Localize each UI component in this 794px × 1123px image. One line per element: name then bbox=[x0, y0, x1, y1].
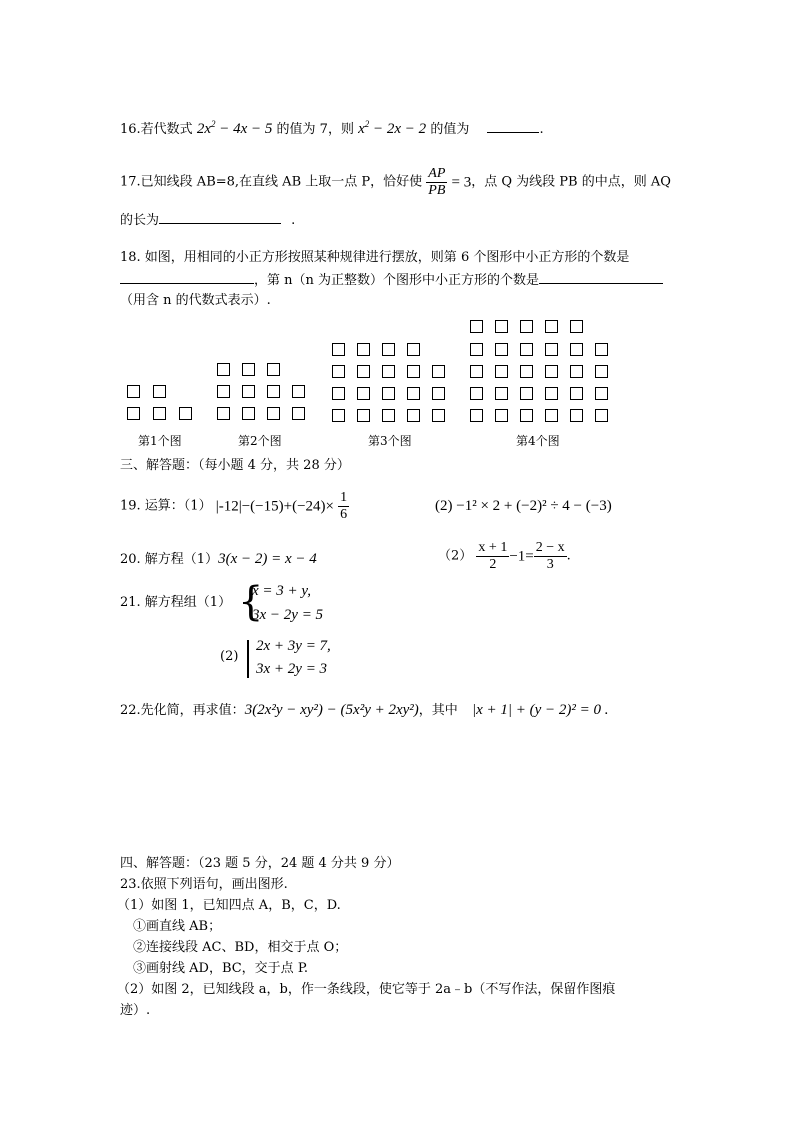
square bbox=[495, 365, 508, 378]
q21-sys1-eq2: 3x − 2y = 5 bbox=[252, 607, 324, 623]
square bbox=[432, 387, 445, 400]
square bbox=[382, 387, 395, 400]
square bbox=[520, 320, 533, 333]
square bbox=[495, 320, 508, 333]
square bbox=[332, 343, 345, 356]
q23-step1: ①画直线 AB； bbox=[133, 919, 222, 934]
square bbox=[217, 407, 230, 420]
square bbox=[357, 387, 370, 400]
square bbox=[570, 343, 583, 356]
q20-fraction-2: $\frac{2 - x}{3}$ bbox=[535, 540, 565, 572]
q21-label-2: (2) bbox=[220, 649, 239, 664]
q23-part2-line2: 迹）. bbox=[120, 1003, 151, 1018]
square bbox=[495, 387, 508, 400]
q21-sys1-eq1: x = 3 + y, bbox=[252, 583, 311, 599]
q17-line1: 17.已知线段 AB=8,在直线 AB 上取一点 P，恰好使 $\frac{AP}{PB}$ = 3，点 Q 为线段 PB 的中点，则 AQ bbox=[120, 166, 671, 198]
square bbox=[520, 365, 533, 378]
square bbox=[382, 343, 395, 356]
square bbox=[407, 387, 420, 400]
square bbox=[570, 387, 583, 400]
square bbox=[595, 343, 608, 356]
square bbox=[332, 409, 345, 422]
q21-brace-2 bbox=[247, 640, 249, 678]
square bbox=[217, 385, 230, 398]
q22: 22.先化简，再求值：3(2x²y − xy²) − (5x²y + 2xy²)，其中 |x + 1| + (y − 2)² = 0 . bbox=[120, 702, 609, 718]
square bbox=[520, 343, 533, 356]
q16: 16.若代数式 $2x^2 - 4x - 5$ 的值为 7，则 $x^2 - 2x - 2$ 的值为 . bbox=[120, 119, 544, 137]
q21-label: 21. 解方程组（1） bbox=[120, 595, 232, 610]
square bbox=[545, 387, 558, 400]
square bbox=[242, 363, 255, 376]
square bbox=[357, 343, 370, 356]
square bbox=[545, 320, 558, 333]
q19-part2: (2) −1² × 2 + (−2)² ÷ 4 − (−3) bbox=[435, 498, 612, 514]
square bbox=[595, 365, 608, 378]
square bbox=[570, 365, 583, 378]
q18-line1: 18. 如图，用相同的小正方形按照某种规律进行摆放，则第 6 个图形中小正方形的个数是 bbox=[120, 250, 630, 265]
q20-fraction-1: $\frac{x + 1}{2}$ bbox=[478, 540, 508, 572]
square bbox=[267, 385, 280, 398]
square bbox=[520, 387, 533, 400]
q19-fraction: $\frac{1}{6}$ bbox=[340, 490, 348, 522]
square bbox=[595, 387, 608, 400]
square bbox=[470, 387, 483, 400]
q17-fraction: $\frac{AP}{PB}$ bbox=[428, 166, 446, 198]
q21-sys2-eq2: 3x + 2y = 3 bbox=[256, 661, 328, 677]
square bbox=[292, 407, 305, 420]
square bbox=[470, 365, 483, 378]
square bbox=[127, 407, 140, 420]
q18-figures bbox=[0, 0, 794, 460]
square bbox=[179, 407, 192, 420]
figure-label-2: 第2个图 bbox=[238, 434, 282, 448]
square bbox=[570, 409, 583, 422]
q23-part2-line1: （2）如图 2，已知线段 a，b，作一条线段，使它等于 2a﹣b（不写作法，保留作图痕 bbox=[117, 982, 616, 997]
q18-line3: （用含 n 的代数式表示）. bbox=[120, 293, 271, 308]
square bbox=[545, 365, 558, 378]
square bbox=[127, 385, 140, 398]
section-3-heading: 三、解答题：（每小题 4 分，共 28 分） bbox=[120, 458, 350, 473]
square bbox=[382, 365, 395, 378]
square bbox=[357, 365, 370, 378]
square bbox=[407, 343, 420, 356]
square bbox=[470, 320, 483, 333]
square bbox=[407, 365, 420, 378]
square bbox=[357, 409, 370, 422]
square bbox=[292, 385, 305, 398]
square bbox=[545, 343, 558, 356]
square bbox=[332, 387, 345, 400]
q23-part1: （1）如图 1，已知四点 A，B，C，D. bbox=[117, 898, 341, 913]
square bbox=[520, 409, 533, 422]
square bbox=[432, 365, 445, 378]
q20-part2: （2） $\frac{x + 1}{2}$ −1= $\frac{2 - x}{3}$ . bbox=[438, 540, 571, 572]
q16-expr2: $x^2 - 2x - 2$ bbox=[358, 119, 427, 137]
square bbox=[153, 385, 166, 398]
square bbox=[432, 409, 445, 422]
q18-line2: ，第 n（n 为正整数）个图形中小正方形的个数是 bbox=[120, 271, 663, 289]
square bbox=[242, 407, 255, 420]
q19: 19. 运算：（1） |-12|−(−15)+(−24)× $\frac{1}{6}$ bbox=[120, 490, 348, 522]
square bbox=[332, 365, 345, 378]
q17-line2: 的长为 . bbox=[120, 213, 296, 228]
square bbox=[495, 343, 508, 356]
square bbox=[382, 409, 395, 422]
square bbox=[470, 343, 483, 356]
figure-label-1: 第1个图 bbox=[138, 434, 182, 448]
square bbox=[153, 407, 166, 420]
square bbox=[570, 320, 583, 333]
square bbox=[595, 409, 608, 422]
square bbox=[545, 409, 558, 422]
q21-brace-1: { bbox=[238, 579, 264, 625]
figure-label-4: 第4个图 bbox=[516, 434, 560, 448]
square bbox=[407, 409, 420, 422]
square bbox=[217, 363, 230, 376]
square bbox=[495, 409, 508, 422]
q23-step2: ②连接线段 AC、BD，相交于点 O； bbox=[133, 940, 348, 955]
q16-expr1: $2x^2 - 4x - 5$ bbox=[196, 119, 273, 137]
q23-title: 23.依照下列语句，画出图形. bbox=[120, 877, 288, 892]
square bbox=[242, 385, 255, 398]
section-4-heading: 四、解答题：（23 题 5 分，24 题 4 分共 9 分） bbox=[120, 856, 400, 871]
q21-sys2-eq1: 2x + 3y = 7, bbox=[256, 638, 331, 654]
q20-part1: 20. 解方程（1）3(x − 2) = x − 4 bbox=[120, 551, 317, 567]
figure-label-3: 第3个图 bbox=[368, 434, 412, 448]
square bbox=[470, 409, 483, 422]
square bbox=[267, 363, 280, 376]
square bbox=[267, 407, 280, 420]
q23-step3: ③画射线 AD，BC，交于点 P. bbox=[133, 961, 309, 976]
